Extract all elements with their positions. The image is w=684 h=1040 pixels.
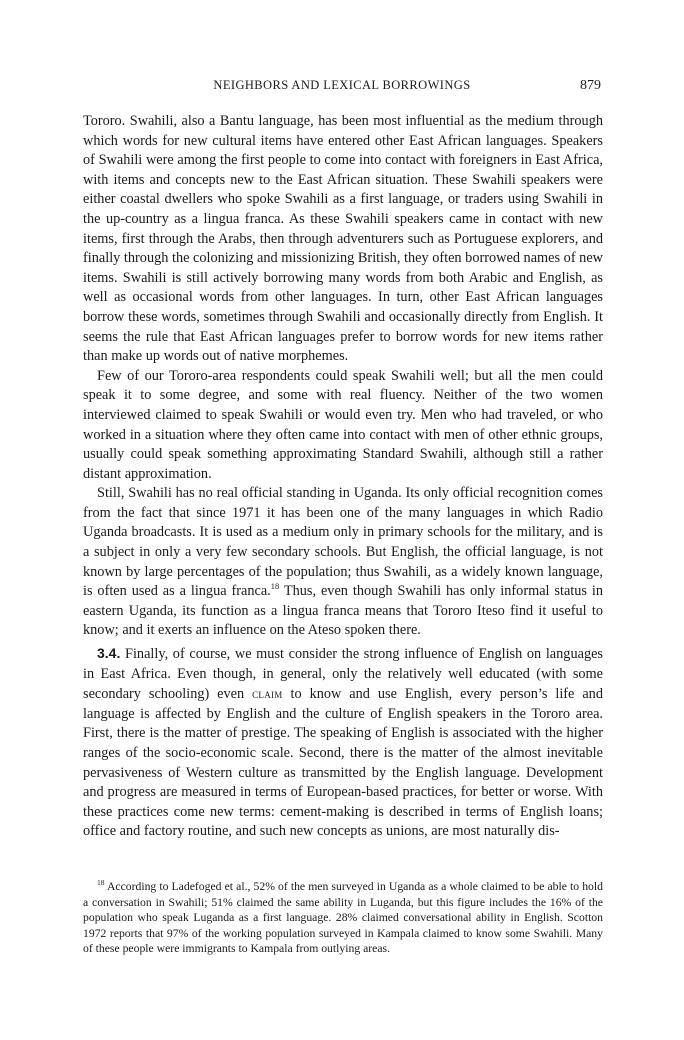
- page-number: 879: [580, 78, 601, 93]
- paragraph-1: Tororo. Swahili, also a Bantu language, has been most influential as the medium through which words for new cultural items have entered other East African languages. Speakers of Swahili were among the first people to come into contact with foreigners in East Africa, with items and concepts new to the East African situation. These Swahili speakers were either coastal dwellers who spoke Swahili as a first language, or traders using Swahili in the up-country as a lingua franca. As these Swahili speakers came in contact with new items, first through the Arabs, then through adventurers such as Portuguese explorers, and finally through the colonizing and missionizing British, they often borrowed names of new items. Swahili is still actively borrowing many words from both Arabic and English, as well as occasional words from other languages. In turn, other East African languages borrow these words, sometimes through Swahili and occasionally directly from English. It seems the rule that East African languages prefer to borrow words for new items rather than make up words out of native morphemes.: [83, 113, 603, 365]
- footnote-text: According to Ladefoged et al., 52% of the men surveyed in Uganda as a whole claimed to be able to hold a conversation in Swahili; 51% claimed the same ability in Luganda, but this figure includes the 16% of the population who speak Luganda as a first language. 28% claimed conversational ability in English. Scotton 1972 reports that 97% of the working population surveyed in Kampala claimed to know some Swahili. Many of these people were immigrants to Kampala from outlying areas.: [83, 880, 603, 955]
- paragraph-3: [83, 484, 603, 641]
- footnote-18: [83, 879, 603, 957]
- claim-small-caps: claim: [252, 686, 283, 702]
- paragraph-3-text: Still, Swahili has no real official standing in Uganda. Its only official recognition comes from the fact that since 1971 it has been one of the many languages in which Radio Uganda broadcasts. It is used as a medium only in primary schools for the military, and is a subject in only a very few secondary schools. But English, the official language, is not known by large percentages of the population; thus Swahili, as a widely known language, is often used as a lingua franca.: [83, 485, 603, 600]
- running-head-title: NEIGHBORS AND LEXICAL BORROWINGS: [213, 78, 471, 92]
- paragraph-4-continuation: to know and use English, every person’s life and language is affected by English and the culture of English speakers in the Tororo area. First, there is the matter of prestige. The speaking of English is associated with the higher ranges of the socio-economic scale. Second, there is the matter of the almost inevitable pervasiveness of Western culture as transmitted by the English language. Development and progress are measured in terms of European-based practices, for better or worse. With these practices come new terms: cement-making is described in terms of English loans; office and factory routine, and such new concepts as unions, are most naturally dis-: [83, 686, 603, 840]
- paragraph-2: Few of our Tororo-area respondents could speak Swahili well; but all the men could speak it to some degree, and some with real fluency. Neither of the two women interviewed claimed to speak Swahili or would even try. Men who had traveled, or who worked in a situation where they often came into contact with men of other ethnic groups, usually could speak something approximating Standard Swahili, although still a rather distant approximation.: [83, 367, 603, 482]
- running-head: [83, 78, 601, 98]
- section-number: 3.4.: [97, 645, 121, 662]
- paragraph-3-continuation: Thus, even though Swahili has only informal status in eastern Uganda, its function as a lingua franca means that Tororo Iteso find it useful to know; and it exerts an influence on the Ateso spoken there.: [83, 583, 604, 639]
- paragraph-4-text: Finally, of course, we must consider the strong influence of English on languages in East Africa. Even though, in general, only the relatively well educated (with some secondary schooling) even: [83, 646, 603, 703]
- paragraph-4: [83, 644, 603, 842]
- footnote-marker: 18: [97, 878, 105, 887]
- footnote-reference-18: 18: [270, 581, 280, 592]
- body-text: [83, 112, 603, 842]
